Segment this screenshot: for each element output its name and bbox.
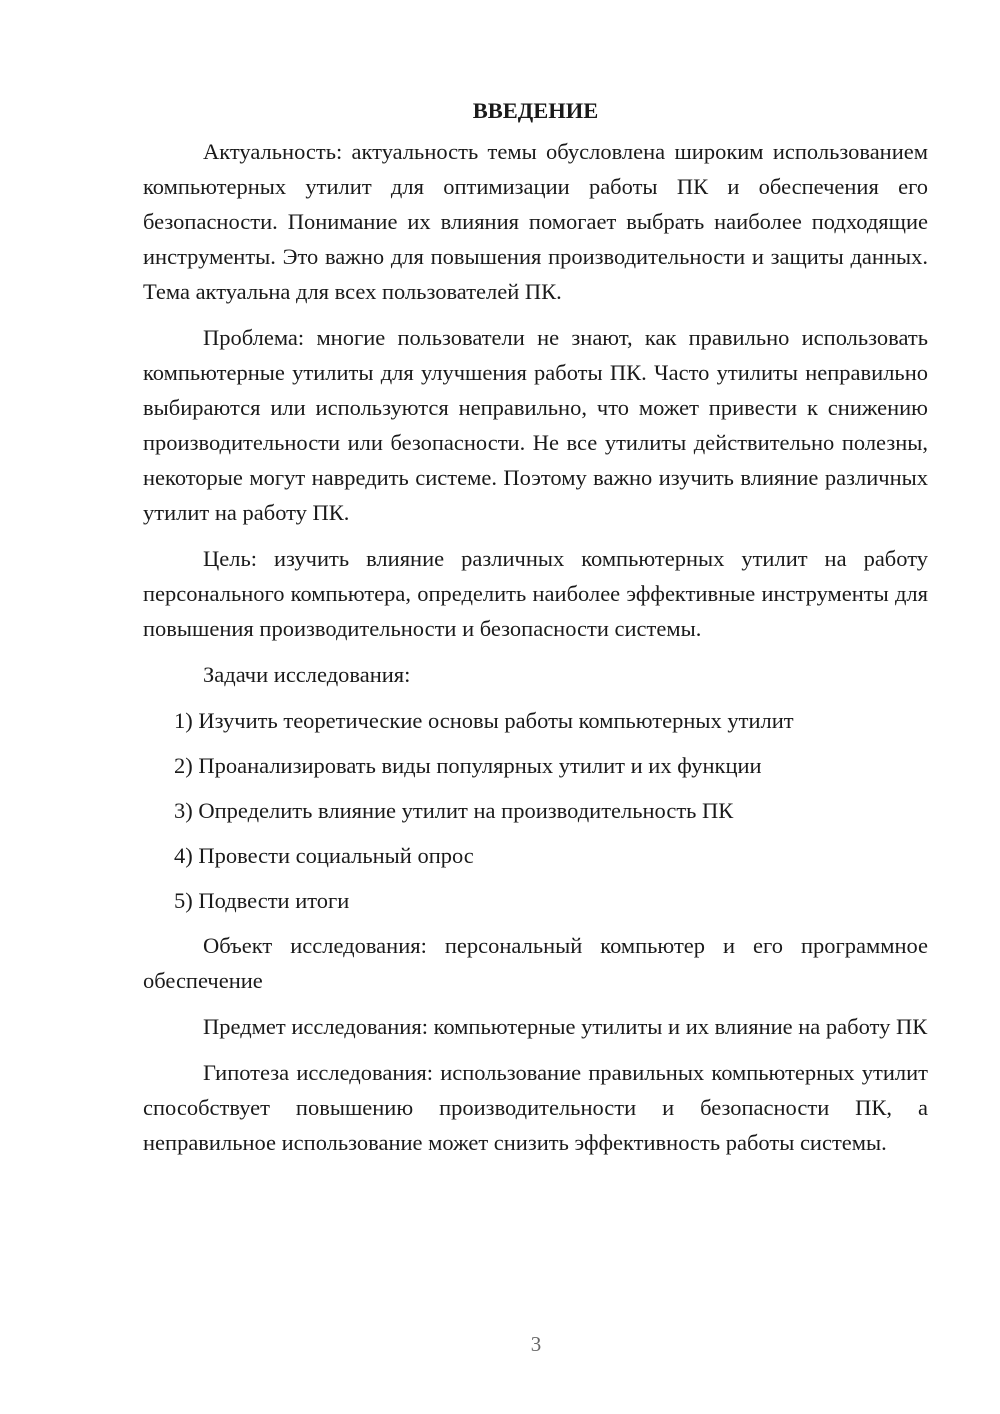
list-item: 1) Изучить теоретические основы работы компьютерных утилит — [174, 708, 794, 733]
paragraph-problem: Проблема: многие пользователи не знают, как правильно использовать компьютерные утилиты для улучшения работы ПК. Часто утилиты неправильно выбираются или используются неправильно, что может привести к снижению производительности или безопасности. Не все утилиты действительно полезны, некоторые могут навредить системе. Поэтому важно изучить влияние различных утилит на работу ПК. — [143, 325, 928, 525]
page-title: ВВЕДЕНИЕ — [472, 98, 599, 123]
list-item: 3) Определить влияние утилит на производительность ПК — [174, 798, 734, 823]
tasks-list — [143, 703, 928, 918]
document-page — [143, 93, 928, 1171]
paragraph-subject: Предмет исследования: компьютерные утилиты и их влияние на работу ПК — [203, 1014, 928, 1039]
paragraph-goal: Цель: изучить влияние различных компьютерных утилит на работу персонального компьютера, определить наиболее эффективные инструменты для повышения производительности и безопасности системы. — [143, 546, 928, 641]
paragraph-hypothesis: Гипотеза исследования: использование правильных компьютерных утилит способствует повышению производительности и безопасности ПК, а неправильное использование может снизить эффективность работы системы. — [143, 1060, 928, 1155]
tasks-heading: Задачи исследования: — [203, 662, 411, 687]
list-item: 4) Провести социальный опрос — [174, 843, 474, 868]
list-item: 2) Проанализировать виды популярных утилит и их функции — [174, 753, 762, 778]
page-number: 3 — [530, 1332, 542, 1356]
list-item: 5) Подвести итоги — [174, 888, 350, 913]
paragraph-object: Объект исследования: персональный компьютер и его программное обеспечение — [143, 933, 928, 993]
paragraph-relevance: Актуальность: актуальность темы обусловлена широким использованием компьютерных утилит для оптимизации работы ПК и обеспечения его безопасности. Понимание их влияния помогает выбрать наиболее подходящие инструменты. Это важно для повышения производительности и защиты данных. Тема актуальна для всех пользователей ПК. — [143, 139, 928, 304]
